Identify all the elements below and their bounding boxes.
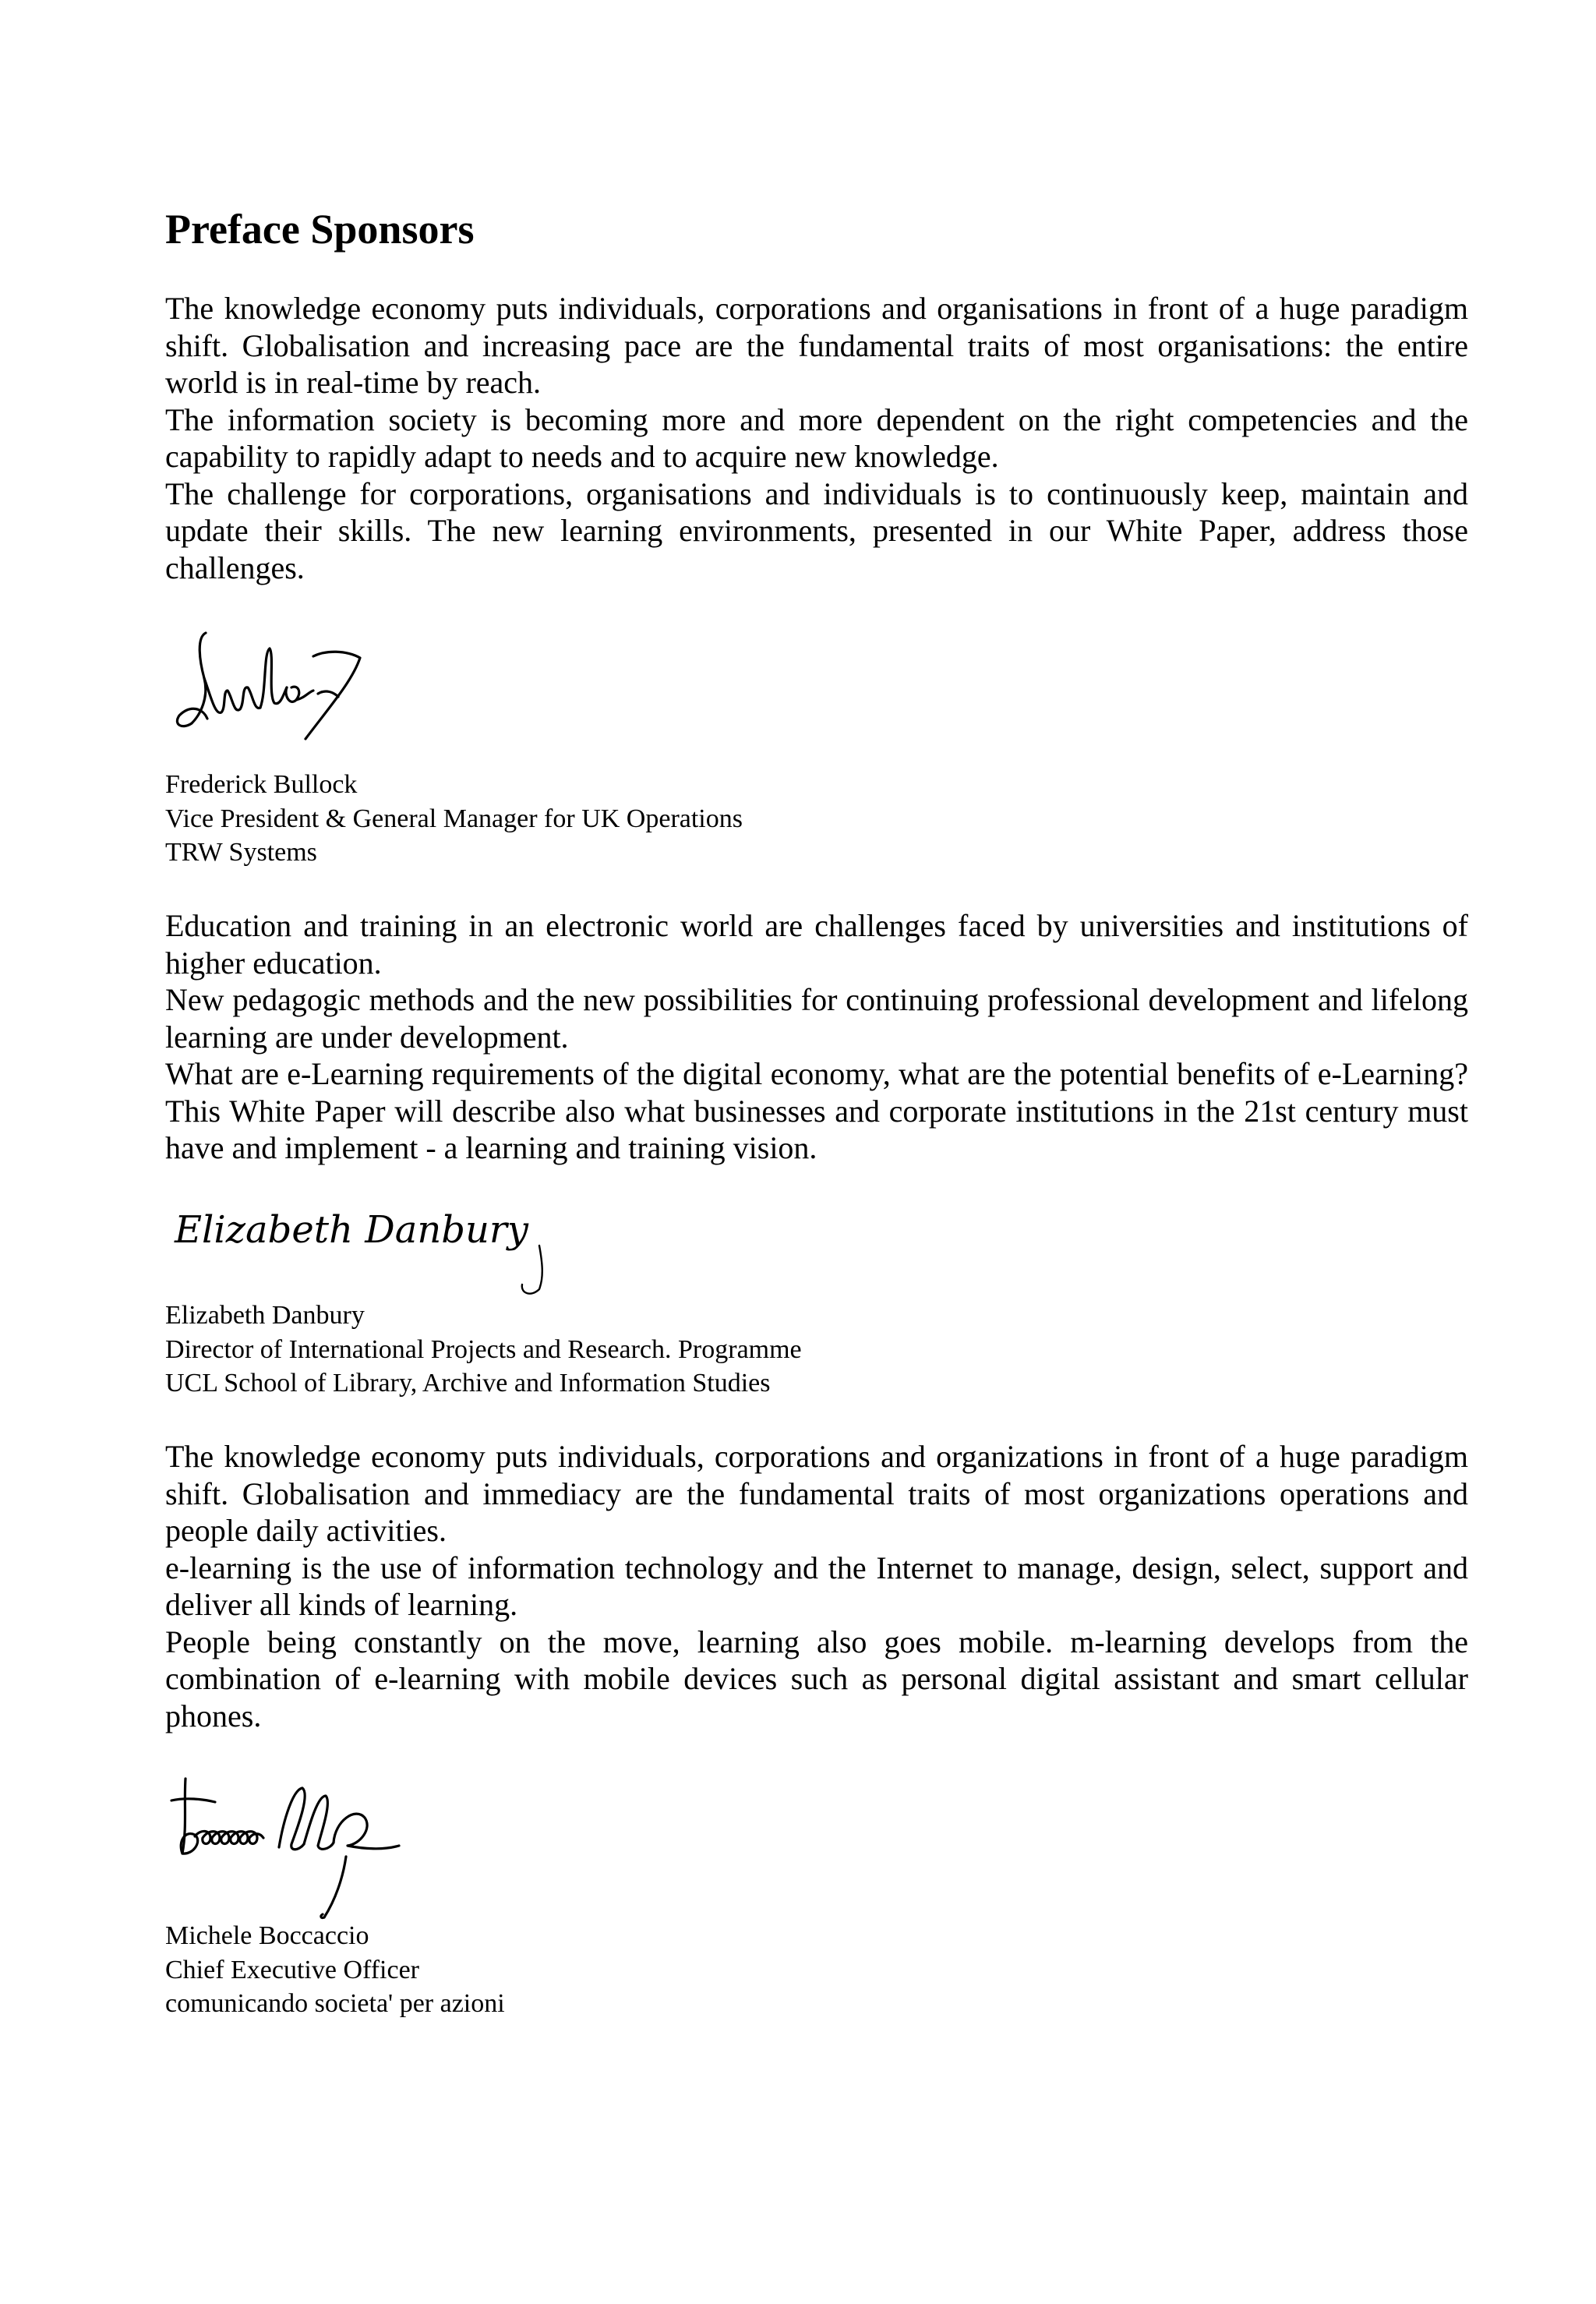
sponsor-byline-1 xyxy=(165,768,1468,870)
statement-paragraph: New pedagogic methods and the new possibilities for continuing professional development and lifelong learning are under development. xyxy=(165,982,1468,1055)
statement-paragraph: What are e-Learning requirements of the digital economy, what are the potential benefits of e-Learning? This White Paper will describe also what businesses and corporate institutions in the 21st century must have and implement - a learning and training vision. xyxy=(165,1056,1468,1165)
statement-paragraph: People being constantly on the move, learning also goes mobile. m-learning develops from the combination of e-learning with mobile devices such as personal digital assistant and smart cellular phones. xyxy=(165,1624,1468,1733)
page-title: Preface Sponsors xyxy=(165,206,475,253)
statement-paragraph: The challenge for corporations, organisations and individuals is to continuously keep, maintain and update their skills. The new learning environments, presented in our White Paper, address those challenges. xyxy=(165,475,1468,585)
statement-paragraph: Education and training in an electronic world are challenges faced by universities and institutions of higher education. xyxy=(165,908,1468,981)
sponsor-organisation: comunicando societa' per azioni xyxy=(165,1989,505,2018)
signature-elizabeth-danbury xyxy=(165,1200,602,1302)
signature-frederick-bullock xyxy=(165,616,399,756)
statement-paragraph: The knowledge economy puts individuals, corporations and organisations in front of a huge paradigm shift. Globalisation and increasing pace are the fundamental traits of most organisations: the entire world is in real-time by reach. xyxy=(165,291,1468,400)
sponsor-statement-1 xyxy=(165,290,1468,586)
sponsor-organisation: TRW Systems xyxy=(165,838,317,867)
sponsor-organisation: UCL School of Library, Archive and Information Studies xyxy=(165,1369,771,1398)
sponsor-statement-3 xyxy=(165,1438,1468,1734)
sponsor-byline-2 xyxy=(165,1299,1468,1401)
sponsor-role: Chief Executive Officer xyxy=(165,1955,420,1984)
sponsor-name: Michele Boccaccio xyxy=(165,1921,369,1950)
sponsor-name: Frederick Bullock xyxy=(165,770,358,799)
statement-paragraph: The knowledge economy puts individuals, corporations and organizations in front of a huge paradigm shift. Globalisation and immediacy are the fundamental traits of most organizations operations and people daily activities. xyxy=(165,1439,1468,1548)
signature-michele-boccaccio xyxy=(165,1763,524,1927)
sponsor-statement-2 xyxy=(165,907,1468,1167)
sponsor-byline-3 xyxy=(165,1919,1468,2021)
sponsor-name: Elizabeth Danbury xyxy=(165,1301,365,1330)
statement-paragraph: The information society is becoming more and more dependent on the right competencies and the capability to rapidly adapt to needs and to acquire new knowledge. xyxy=(165,401,1468,474)
statement-paragraph: e-learning is the use of information technology and the Internet to manage, design, select, support and deliver all kinds of learning. xyxy=(165,1550,1468,1622)
svg-text:Elizabeth Danbury: Elizabeth Danbury xyxy=(175,1208,528,1252)
document-page xyxy=(165,0,1468,2304)
sponsor-role: Director of International Projects and Research. Programme xyxy=(165,1334,802,1364)
sponsor-role: Vice President & General Manager for UK Operations xyxy=(165,804,743,833)
